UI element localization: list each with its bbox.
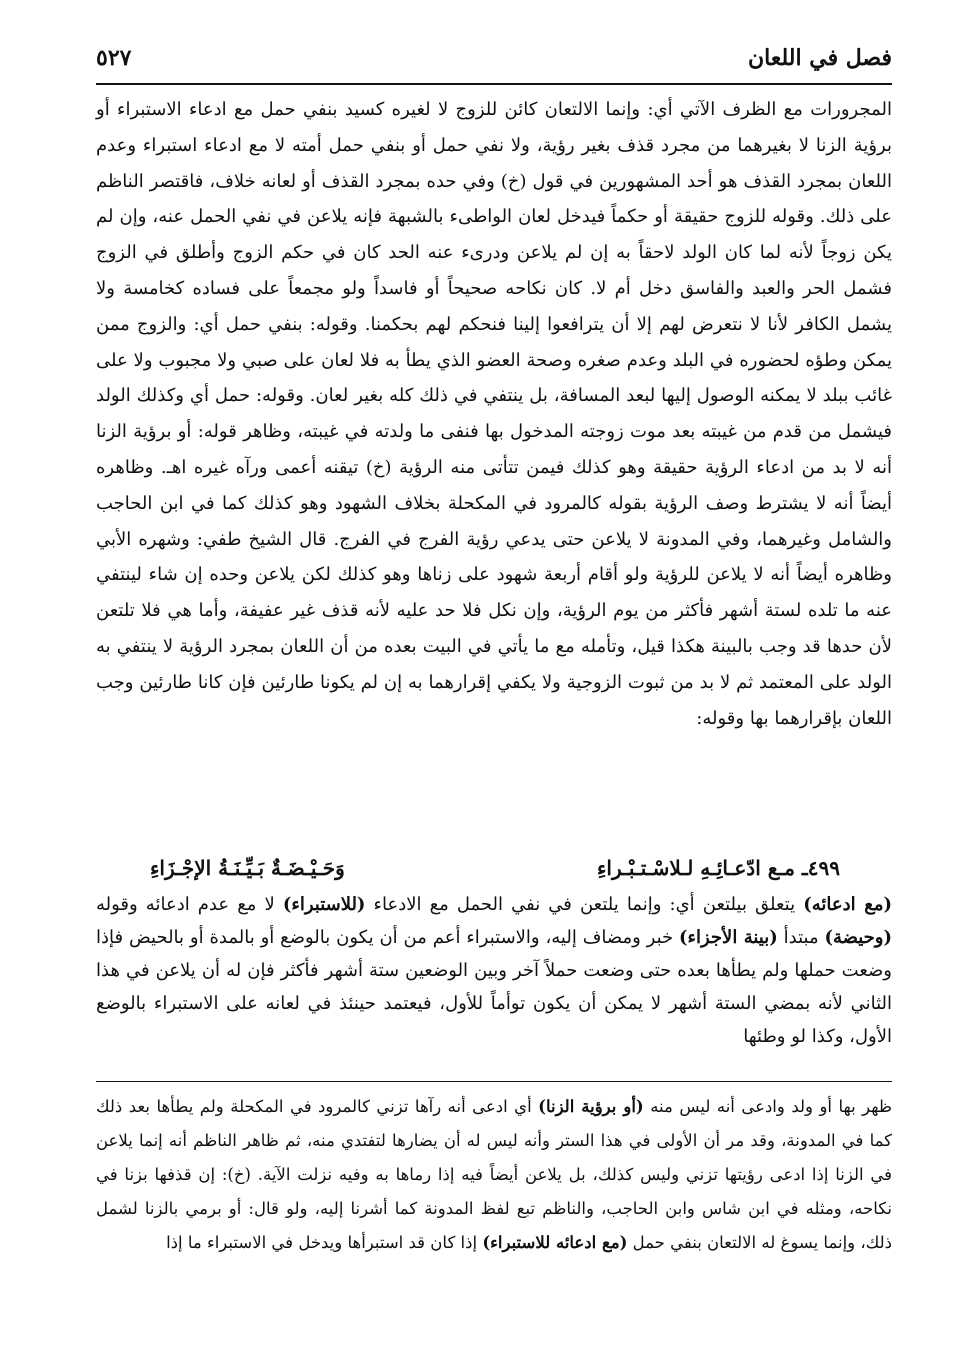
footnotes xyxy=(96,1090,892,1260)
verse-first-group xyxy=(597,850,840,886)
verse-line xyxy=(150,850,840,886)
commentary-text: لا مع عدم ادعائه وقوله xyxy=(96,894,283,915)
footnote-paragraph xyxy=(96,1090,892,1260)
footnote-bold: (مع ادعائه للاستبراء) xyxy=(482,1233,628,1252)
commentary-text: مبتدأ xyxy=(777,927,825,948)
commentary-bold-lead: (مع ادعائه) xyxy=(803,894,892,915)
page-number: ٥٢٧ xyxy=(96,45,132,71)
commentary-bold: (للاستبراء) xyxy=(282,894,366,915)
chapter-title: فصل في اللعان xyxy=(748,45,892,71)
verse-second-hemistich: وَحَـيْـضَـةٌ بَـيِّـنَـةُ الإجْـزَاءِ xyxy=(150,856,345,880)
verse-first-hemistich: ـ مـع ادّعـائِـهِ لـلاسْـتـبْـراءِ xyxy=(597,856,808,880)
footnote-bold: (أو برؤية الزنا) xyxy=(538,1097,644,1116)
commentary xyxy=(96,888,892,1053)
commentary-text: خبر ومضاف إليه، والاستبراء أعم من أن يكون بالوضع أو بالمدة أو بالحيض فإذا وضعت حملها ولم يطأها بعده حتى وضعت حملاً آخر وبين الوضعين ستة أشهر فأكثر فإن له أن يلاعن في هذا الثاني لأنه بمضي الستة أشهر لا يمكن أن يكون توأماً للأول، فيعتمد حينئذ في لعانه على الاستبراء بالوضع الأول، وكذا لو وطئها xyxy=(96,927,892,1047)
main-paragraph: المجرورات مع الظرف الآتي أي: وإنما الالتعان كائن للزوج لا لغيره كسيد بنفي حمل مع ادعاء الاستبراء أو برؤية الزنا لا بغيرهما من مجرد قذف بغير رؤية، ولا نفي حمل أو بنفي حمل أمته لا مع ادعاء استبراء وعدم اللعان بمجرد القذف هو أحد المشهورين في قول (خ) وفي حده بمجرد القذف أو لعانه خلاف، فاقتصر الناظم على ذلك. وقوله للزوج حقيقة أو حكماً فيدخل لعان الواطىء بالشبهة فإنه يلاعن في نفي الحمل عنه، وإن لم يكن زوجاً لأنه لما كان الولد لاحقاً به إن لم يلاعن ودرىء عنه الحد كان في حكم الزوج وأطلق في الزوج فشمل الحر والعبد والفاسق دخل أم لا. كان نكاحه صحيحاً أو فاسداً ولو مجمعاً على فساده كخامسة ولا يشمل الكافر لأنا لا نتعرض لهم إلا أن يترافعوا إلينا فنحكم لهم بحكمنا. وقوله: بنفي حمل أي: والزوج ممن يمكن وطؤه لحضوره في البلد وعدم صغره وصحة العضو الذي يطأ به فلا لعان على صبي ولا مجبوب ولا على غائب ببلد لا يمكنه الوصول إليها لبعد المسافة، بل ينتفي في ذلك كله بغير لعان. وقوله: حمل أي وكذلك الولد فيشمل من قدم من غيبته بعد موت زوجته المدخول بها فنفى ما ولدته في غيبته، وظاهر قوله: أو برؤية الزنا أنه لا بد من ادعاء الرؤية حقيقة وهو كذلك فيمن تتأتى منه الرؤية (خ) تيقنه أعمى ورآه غيره اهـ. وظاهره أيضاً أنه لا يشترط وصف الرؤية بقوله كالمرود في المكحلة بخلاف الشهود وهو كذلك كما في ابن الحاجب والشامل وغيرهما، وفي المدونة لا يلاعن حتى يدعي رؤية الفرج في الفرج. قال الشيخ طفي: وشهره الأبي وظاهره أيضاً أنه لا يلاعن للرؤية ولو أقام أربعة شهود على زناها وهو كذلك لكن يلاعن وحده إن شاء لينتفي عنه ما تلده لستة أشهر فأكثر من يوم الرؤية، وإن نكل فلا حد عليه لأنه قذف غير عفيفة، وأما هي فلا تلتعن لأن حدها قد وجب بالبينة هكذا قيل، وتأمله مع ما يأتي في البيت بعده من أن اللعان بمجرد الرؤية لا ينتفي به الولد على المعتمد ثم لا بد من ثبوت الزوجية ولا يكفي إقرارهما به إن لم يكونا طارئين فإن كانا طارئين وجب اللعان بإقرارهما بها وقوله: xyxy=(96,99,893,729)
footnote-text: إذا كان قد استبرأها ويدخل في الاستبراء ما إذا xyxy=(166,1233,483,1252)
header-rule xyxy=(96,83,892,85)
page-header xyxy=(96,36,892,80)
commentary-bold: (بينة الأجزاء) xyxy=(679,927,778,948)
main-text xyxy=(96,92,892,736)
footnote-text: ظهر بها أو ولد وادعى أنه ليس منه xyxy=(643,1097,893,1116)
footnote-text: أي ادعى أنه رآها تزني كالمرود في المكحلة ولم يطأها بعد ذلك كما في المدونة، وقد مر أن الأولى في هذا الستر وأنه ليس له أن يضارها لتفتدي منه، ثم ظاهر الناظم أنه إنما يلاعن في الزنا إذا ادعى رؤيتها تزني وليس كذلك، بل يلاعن أيضاً فيه إذا رماها به وفيه نزلت الآية. (خ): إن قذفها بزنا في نكاحه، ومثله في ابن شاس وابن الحاجب، والناظم تبع لفظ المدونة كما أشرنا إليه، ولو قال: أو برمي بالزنا لشمل ذلك، وإنما يسوغ له الالتعان بنفي حمل xyxy=(96,1097,892,1252)
commentary-paragraph xyxy=(96,888,892,1053)
commentary-bold: (وحيضة) xyxy=(824,927,892,948)
verse-number: ٤٩٩ xyxy=(807,856,840,880)
footnote-rule xyxy=(96,1081,892,1082)
commentary-text: يتعلق بيلتعن أي: وإنما يلتعن في نفي الحمل مع الادعاء xyxy=(365,894,804,915)
